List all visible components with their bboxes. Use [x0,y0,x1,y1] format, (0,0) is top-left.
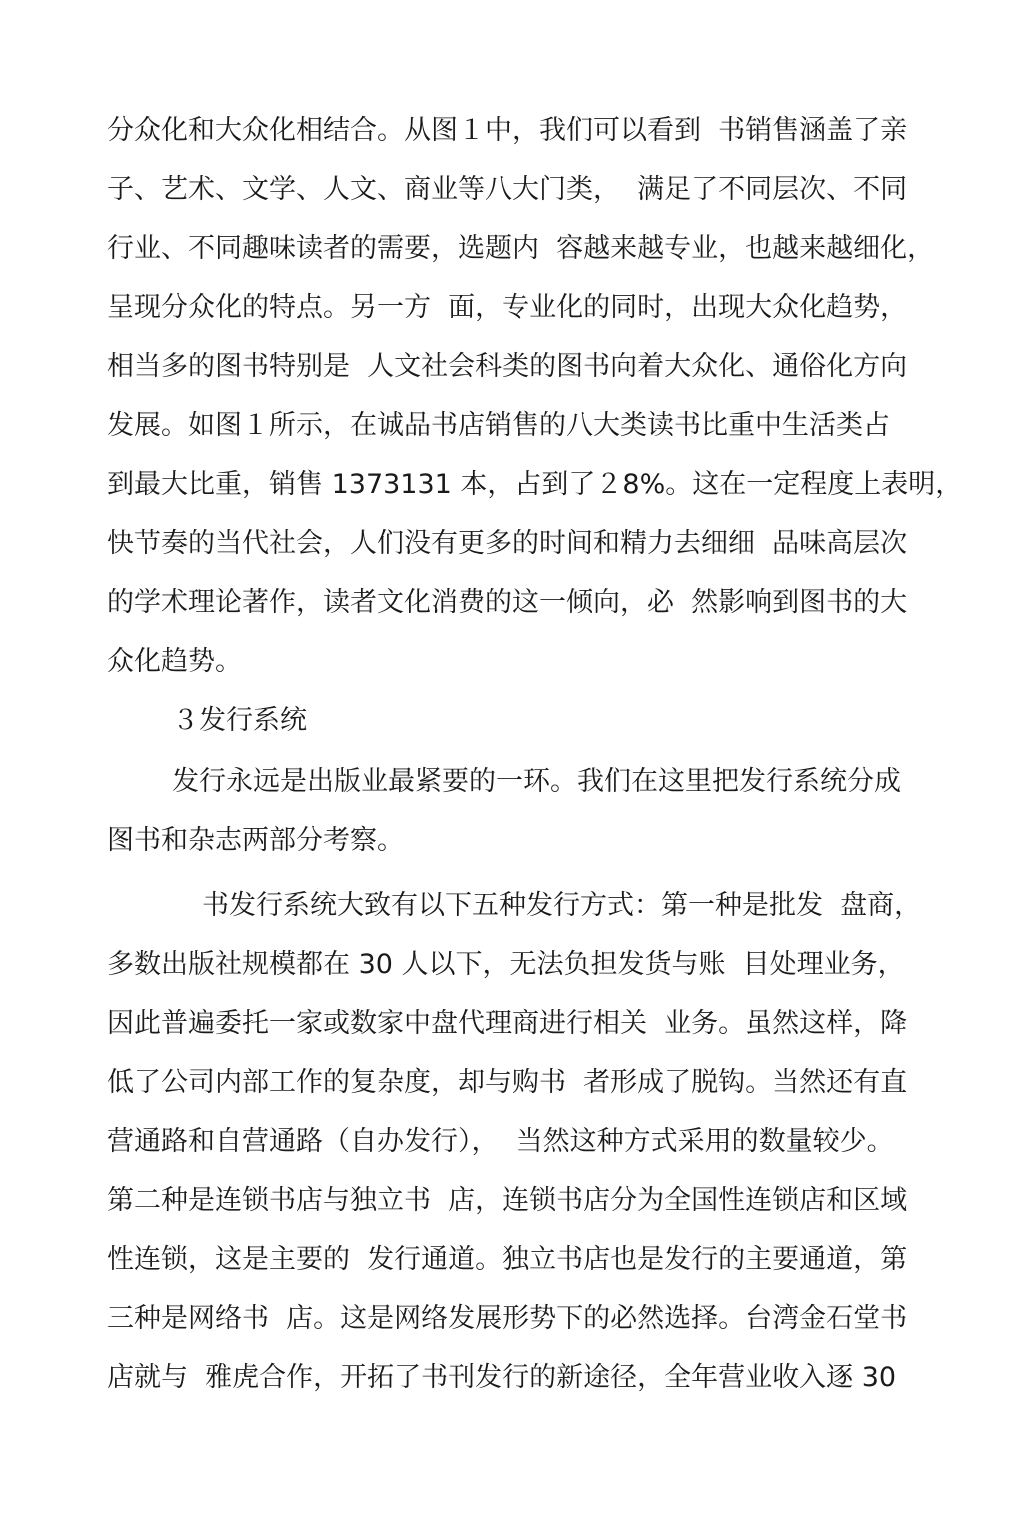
text-line: 的学术理论著作，读者文化消费的这一倾向，必 然影响到图书的大 [107,587,908,618]
text-line: 发展。如图１所示，在诚品书店销售的八大类读书比重中生活类占 [107,410,890,441]
text-line: 分众化和大众化相结合。从图１中，我们可以看到 书销售涵盖了亲 [107,115,908,146]
text-line: 行业、不同趣味读者的需要，选题内 容越来越专业，也越来越细化， [107,233,935,264]
text-line: 子、艺术、文学、人文、商业等八大门类， 满足了不同层次、不同 [107,174,908,205]
text-line: 到最大比重，销售 1373131 本，占到了２8%。这在一定程度上表明， [107,469,963,500]
text-line: 性连锁，这是主要的 发行通道。独立书店也是发行的主要通道，第 [107,1244,908,1275]
text-line: 第二种是连锁书店与独立书 店，连锁书店分为全国性连锁店和区域 [107,1185,908,1216]
text-line: 店就与 雅虎合作，开拓了书刊发行的新途径，全年营业收入逐 30 [107,1362,897,1393]
text-line: 相当多的图书特别是 人文社会科类的图书向着大众化、通俗化方向 [107,351,908,382]
section-heading: ３发行系统 [172,705,307,736]
text-line: 多数出版社规模都在 30 人以下，无法负担发货与账 目处理业务， [107,949,905,980]
text-line: 三种是网络书 店。这是网络发展形势下的必然选择。台湾金石堂书 [107,1303,908,1334]
text-line: 众化趋势。 [107,646,242,677]
text-line: 因此普遍委托一家或数家中盘代理商进行相关 业务。虽然这样，降 [107,1008,908,1039]
text-line: 快节奏的当代社会，人们没有更多的时间和精力去细细 品味高层次 [107,528,908,559]
text-line: 图书和杂志两部分考察。 [107,825,404,856]
text-line: 书发行系统大致有以下五种发行方式：第一种是批发 盘商， [202,890,922,921]
text-line: 营通路和自营通路（自办发行）， 当然这种方式采用的数量较少。 [107,1126,894,1157]
text-line: 发行永远是出版业最紧要的一环。我们在这里把发行系统分成 [172,766,901,797]
text-line: 呈现分众化的特点。另一方 面，专业化的同时，出现大众化趋势， [107,292,908,323]
text-line: 低了公司内部工作的复杂度，却与购书 者形成了脱钩。当然还有直 [107,1067,908,1098]
